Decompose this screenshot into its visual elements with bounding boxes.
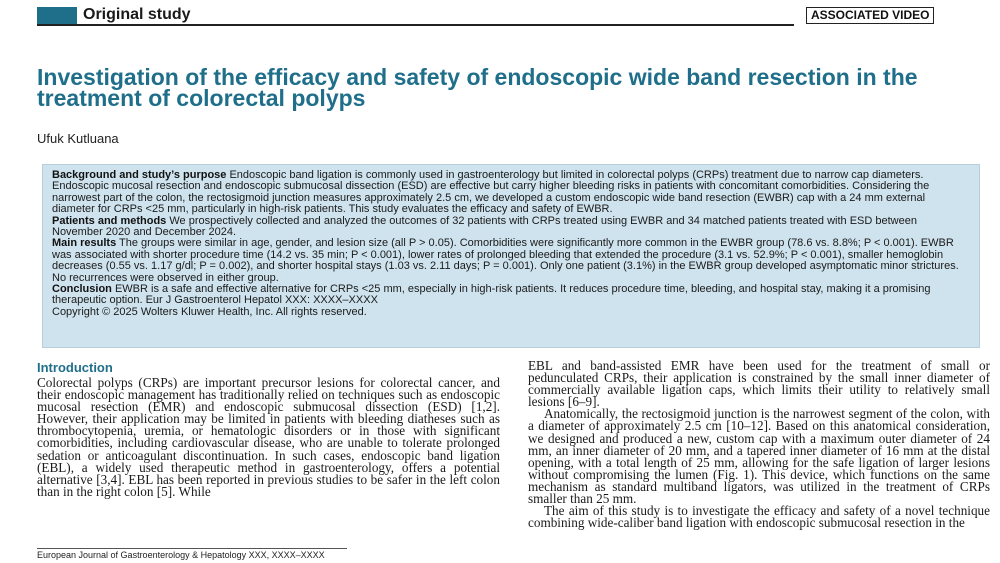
- abstract-copyright: Copyright © 2025 Wolters Kluwer Health, Inc. All rights reserved.: [52, 305, 367, 318]
- article-title: Investigation of the efficacy and safety of endoscopic wide band resection in the treatment of colorectal polyps: [37, 64, 918, 111]
- right-paragraph-1: EBL and band-assisted EMR have been used for the treatment of small or pedunculated CRPs, their application is constrained by the small inner diameter of commercially available ligation caps, which limits their utility to relatively small lesions [6–9].: [528, 358, 990, 410]
- associated-video-badge[interactable]: ASSOCIATED VIDEO: [806, 7, 934, 24]
- intro-paragraph: Colorectal polyps (CRPs) are important precursor lesions for colorectal cancer, and their endoscopic management has traditionally relied on techniques such as endoscopic mucosal resection (EMR) and endoscopic submucosal dissection (ESD) [1,2]. However, their application may be limited in patients with bleeding diatheses such as thrombocytopenia, uremia, or hematologic disorders or in those with significant comorbidities, including cardiovascular disease, who are unable to tolerate prolonged sedation or anticoagulant discontinuation. In such cases, endoscopic band ligation (EBL), a widely used therapeutic method in gastroenterology, offers a potential alternative [3,4]. EBL has been reported in previous studies to be safer in the left colon than in the right colon [5]. While: [37, 375, 500, 499]
- abstract-background-text: Endoscopic band ligation is commonly used in gastroenterology but limited in colorectal polyps (CRPs) treatment due to narrow cap diameters. Endoscopic mucosal resection and endoscopic submucosal dissection (ESD) are effective but carry higher bleeding risks in patients with concomitant comorbidities. Considering the narrowest part of the colon, the rectosigmoid junction measures approximately 2.5 cm, we developed a custom endoscopic wide band resection (EWBR) cap with a 24 mm external diameter for CRPs <25 mm, particularly in high-risk patients. This study evaluates the efficacy and safety of EWBR.: [52, 169, 930, 216]
- introduction-heading: Introduction: [37, 360, 113, 375]
- author-name[interactable]: Ufuk Kutluana: [37, 131, 119, 146]
- abstract-conclusion: [52, 284, 970, 307]
- abstract-box: [42, 164, 980, 348]
- header-rule: [37, 24, 794, 26]
- section-label: Original study: [83, 6, 191, 23]
- abstract-results-heading: Main results: [52, 237, 117, 250]
- abstract-conclusion-text: EWBR is a safe and effective alternative for CRPs <25 mm, especially in high-risk patients. It reduces procedure time, bleeding, and hospital stay, making it a promising therapeutic option. Eur J Gastroenterol Hepatol XXX: XXXX–XXXX: [52, 283, 931, 307]
- right-paragraph-3: The aim of this study is to investigate the efficacy and safety of a novel technique combining wide-caliber band ligation with endoscopic submucosal resection in the: [528, 503, 990, 531]
- left-column: [37, 360, 500, 498]
- journal-citation: European Journal of Gastroenterology & Hepatology XXX, XXXX–XXXX: [37, 550, 325, 560]
- right-paragraph-2: Anatomically, the rectosigmoid junction is the narrowest segment of the colon, with a diameter of approximately 2.5 cm [10–12]. Based on this anatomical consideration, we designed and produced a new, custom cap with a maximum outer diameter of 24 mm, an inner diameter of 20 mm, and a tapered inner diameter of 16 mm at the distal opening, with a total length of 25 mm, allowing for the safe ligation of larger lesions without compromising the lumen (Fig. 1). This device, which functions on the same mechanism as standard multiband ligators, was utilized in the treatment of CRPs smaller than 25 mm.: [528, 406, 990, 507]
- section-color-block: [37, 7, 77, 25]
- footer-rule: [37, 548, 347, 549]
- abstract-background-heading: Background and study’s purpose: [52, 169, 227, 181]
- abstract-results: [52, 238, 970, 284]
- abstract-results-text: The groups were similar in age, gender, and lesion size (all P > 0.05). Comorbidities were significantly more common in the EWBR group (78.6 vs. 8.8%; P < 0.001). EWBR was associated with shorter procedure time (14.2 vs. 35 min; P < 0.001), lower rates of prolonged bleeding that extended the procedure (3.1 vs. 52.9%; P < 0.001), smaller hemoglobin decreases (0.55 vs. 1.17 g/dl; P = 0.002), and shorter hospital stays (1.03 vs. 2.11 days; P = 0.001). Only one patient (3.1%) in the EWBR group developed asymptomatic minor strictures. No recurrences were observed in either group.: [52, 237, 959, 284]
- abstract-methods-text: We prospectively collected and analyzed the outcomes of 32 patients with CRPs treated using EWBR and 34 matched patients treated with ESD between November 2020 and December 2024.: [52, 214, 917, 239]
- abstract-conclusion-heading: Conclusion: [52, 283, 112, 296]
- abstract-methods-heading: Patients and methods: [52, 214, 167, 227]
- right-column: [528, 360, 990, 529]
- abstract-background: [52, 170, 970, 216]
- abstract-methods: [52, 216, 970, 239]
